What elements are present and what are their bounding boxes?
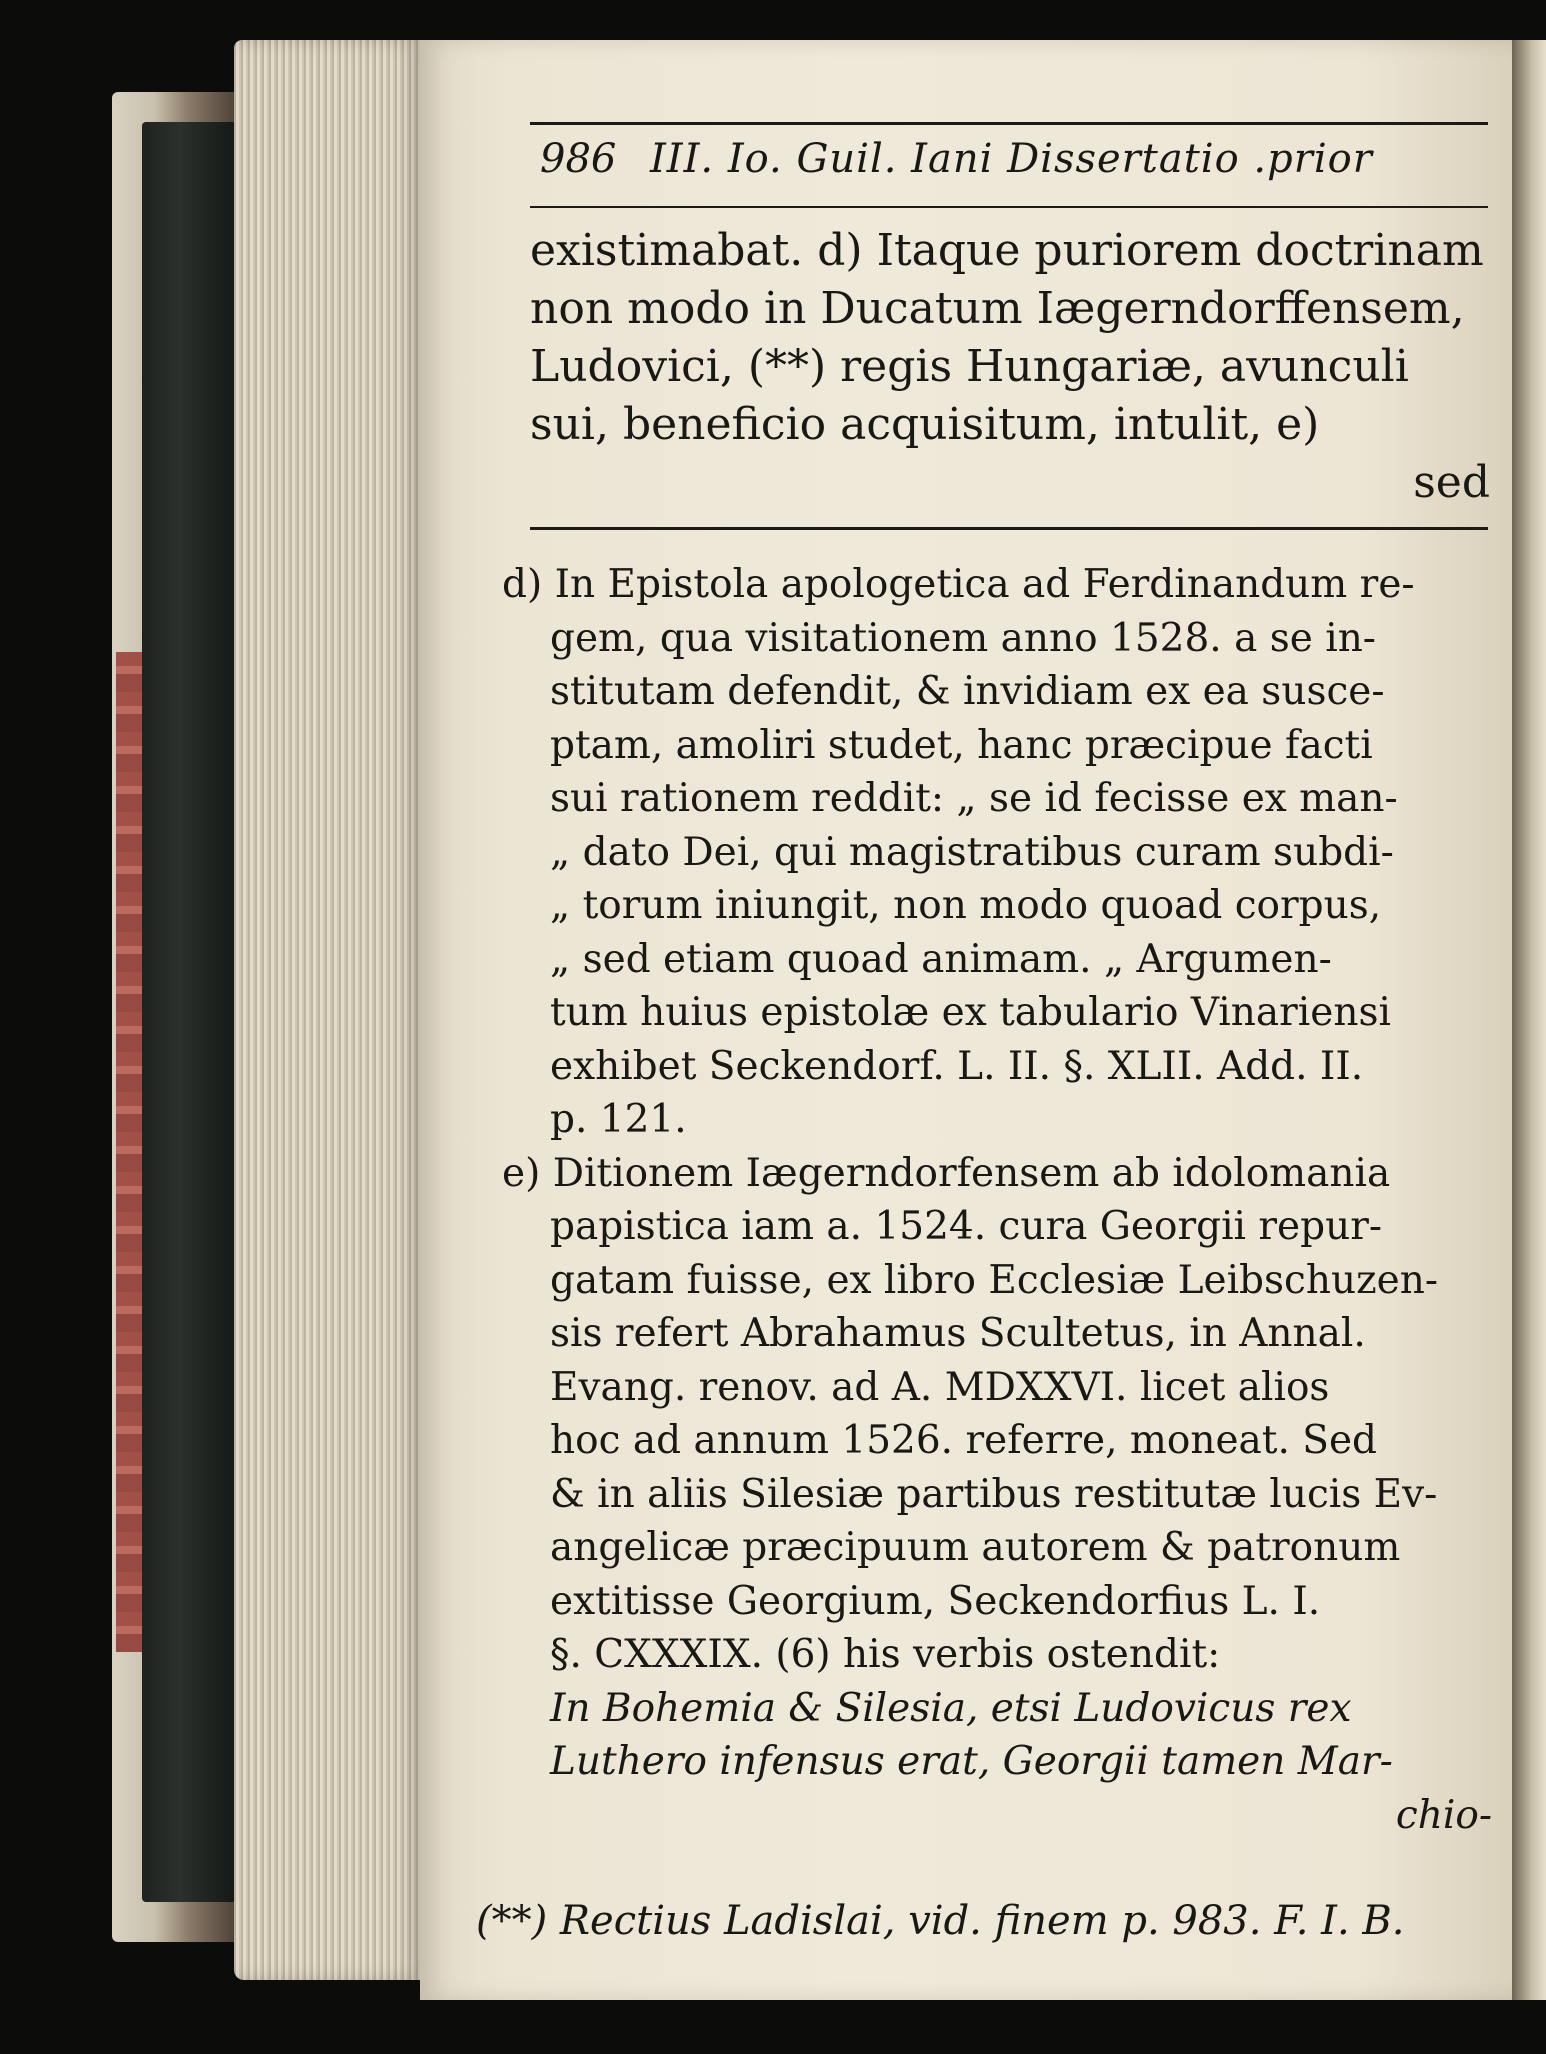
running-title: III. Io. Guil. Iani Dissertatio .prior bbox=[650, 136, 1373, 182]
note-d-line: gem, qua visitationem anno 1528. a se in- bbox=[550, 615, 1376, 661]
note-e-line: extitisse Georgium, Seckendorfius L. I. bbox=[550, 1578, 1321, 1624]
text-line: non modo in Ducatum Iægerndorffensem, bbox=[530, 283, 1465, 334]
note-d-line: exhibet Seckendorf. L. II. §. XLII. Add. II. bbox=[550, 1043, 1364, 1089]
book-page bbox=[420, 40, 1520, 2000]
note-e-line: sis refert Abrahamus Scultetus, in Annal. bbox=[550, 1311, 1366, 1356]
note-e-line: & in aliis Silesiæ partibus restitutæ lucis Ev- bbox=[550, 1471, 1438, 1517]
catchword-italic: chio- bbox=[1395, 1792, 1492, 1838]
notes-block bbox=[502, 558, 1492, 1842]
note-d-line: „ sed etiam quoad animam. „ Argumen- bbox=[550, 936, 1332, 982]
main-text bbox=[530, 222, 1490, 512]
note-e-line: papistica iam a. 1524. cura Georgii repur- bbox=[550, 1204, 1383, 1249]
note-d-line: p. 121. bbox=[550, 1097, 687, 1142]
note-d-line: d) In Epistola apologetica ad Ferdinandum re- bbox=[502, 562, 1415, 607]
facing-page-edge bbox=[1512, 40, 1546, 2000]
note-e-line: e) Ditionem Iægerndorfensem ab idolomania bbox=[502, 1150, 1391, 1196]
note-e-line: Evang. renov. ad A. MDXXVI. licet alios bbox=[550, 1364, 1330, 1410]
quoted-italic-line: Luthero infensus erat, Georgii tamen Mar- bbox=[550, 1739, 1393, 1784]
footnote: (**) Rectius Ladislai, vid. finem p. 983. F. I. B. bbox=[476, 1898, 1405, 1944]
note-e-line: §. CXXXIX. (6) his verbis ostendit: bbox=[550, 1632, 1221, 1677]
running-header bbox=[540, 128, 1480, 198]
note-d-line: tum huius epistolæ ex tabulario Vinariensi bbox=[550, 990, 1391, 1035]
quoted-italic-line: In Bohemia & Silesia, etsi Ludovicus rex bbox=[550, 1685, 1352, 1731]
note-e-line: hoc ad annum 1526. referre, moneat. Sed bbox=[550, 1418, 1378, 1463]
note-d-line: „ dato Dei, qui magistratibus curam subdi- bbox=[550, 829, 1394, 875]
text-line: existimabat. d) Itaque puriorem doctrinam bbox=[530, 225, 1484, 276]
page-block-edges bbox=[234, 40, 424, 1980]
page-number: 986 bbox=[540, 136, 617, 182]
header-rule bbox=[530, 122, 1488, 125]
note-d-line: sui rationem reddit: „ se id fecisse ex man- bbox=[550, 776, 1398, 821]
text-line: Ludovici, (**) regis Hungariæ, avunculi bbox=[530, 341, 1409, 392]
note-d-line: „ torum iniungit, non modo quoad corpus, bbox=[550, 883, 1382, 928]
note-d-line: ptam, amoliri studet, hanc præcipue facti bbox=[550, 722, 1373, 768]
note-e-line: angelicæ præcipuum autorem & patronum bbox=[550, 1525, 1401, 1570]
note-d-line: stitutam defendit, & invidiam ex ea susce- bbox=[550, 669, 1385, 714]
book-cover bbox=[112, 92, 252, 1942]
text-line: sui, beneficio acquisitum, intulit, e) bbox=[530, 399, 1320, 450]
book-spine bbox=[142, 122, 237, 1902]
note-e-line: gatam fuisse, ex libro Ecclesiæ Leibschuzen- bbox=[550, 1257, 1439, 1303]
notes-separator-rule bbox=[530, 527, 1488, 530]
catchword: sed bbox=[1413, 457, 1490, 508]
header-underline bbox=[530, 206, 1488, 208]
